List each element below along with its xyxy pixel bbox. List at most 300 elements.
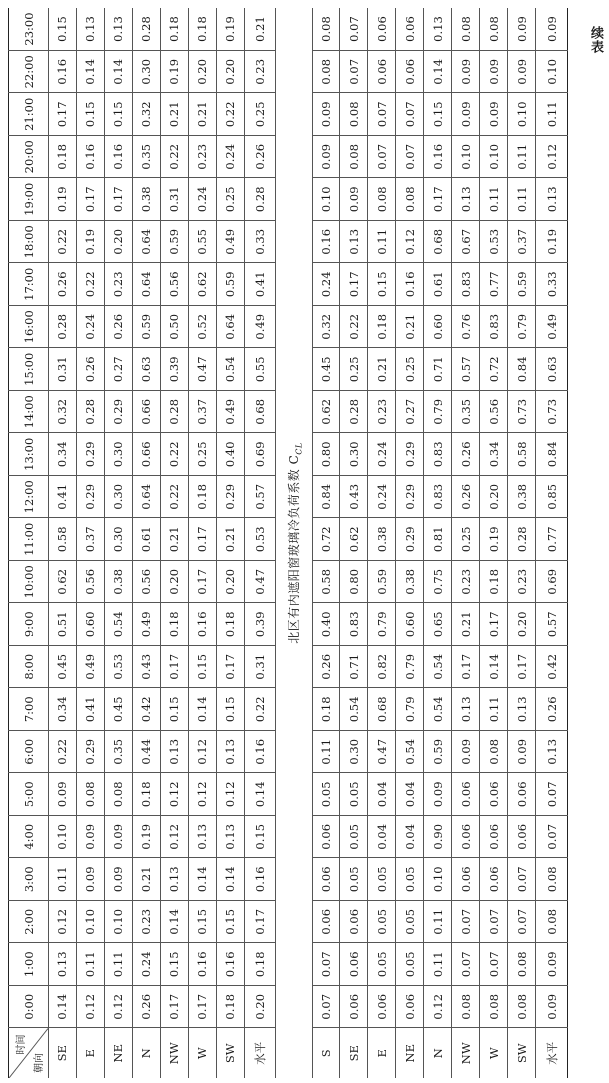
coefficient-cell: 0.26 [132,986,160,1029]
section-title-row [276,8,312,1078]
corner-orientation-label: 朝向 [34,1053,45,1073]
coefficient-cell: 0.32 [132,93,160,136]
coefficient-cell: 0.54 [340,688,368,731]
coefficient-cell: 0.07 [368,136,396,179]
coefficient-cell: 0.15 [160,688,188,731]
hour-header: 3:00 [9,858,49,901]
coefficient-cell: 0.41 [76,688,104,731]
coefficient-cell: 0.60 [424,306,452,349]
coefficient-cell: 0.83 [424,433,452,476]
hour-header: 22:00 [9,51,49,94]
coefficient-cell: 0.71 [340,646,368,689]
orientation-cell: W [188,1028,216,1078]
table-row [216,8,244,1078]
coefficient-cell: 0.17 [188,986,216,1029]
coefficient-cell: 0.35 [104,731,132,774]
coefficient-cell: 0.28 [132,8,160,51]
coefficient-cell: 0.13 [452,688,480,731]
coefficient-cell: 0.06 [340,986,368,1029]
coefficient-cell: 0.13 [216,816,244,859]
coefficient-cell: 0.10 [452,136,480,179]
coefficient-cell: 0.12 [216,773,244,816]
coefficient-cell: 0.26 [452,433,480,476]
coefficient-cell: 0.28 [49,306,77,349]
coefficient-cell: 0.06 [508,773,536,816]
coefficient-cell: 0.08 [452,986,480,1029]
coefficient-cell: 0.08 [312,8,340,51]
coefficient-cell: 0.17 [216,646,244,689]
coefficient-cell: 0.26 [244,136,276,179]
coefficient-cell: 0.20 [508,603,536,646]
coefficient-cell: 0.09 [340,178,368,221]
coefficient-cell: 0.12 [160,773,188,816]
coefficient-cell: 0.05 [368,943,396,986]
coefficient-cell: 0.21 [160,518,188,561]
coefficient-cell: 0.16 [188,603,216,646]
coefficient-cell: 0.14 [188,688,216,731]
coefficient-cell: 0.04 [368,773,396,816]
coefficient-cell: 0.11 [424,943,452,986]
coefficient-cell: 0.17 [424,178,452,221]
coefficient-cell: 0.22 [49,221,77,264]
coefficient-cell: 0.18 [244,943,276,986]
coefficient-cell: 0.21 [368,348,396,391]
coefficient-cell: 0.22 [160,476,188,519]
coefficient-cell: 0.41 [49,476,77,519]
section-title-subscript: CL [294,442,304,455]
coefficient-cell: 0.16 [216,943,244,986]
hour-header: 19:00 [9,178,49,221]
coefficient-cell: 0.08 [480,986,508,1029]
hour-header: 4:00 [9,816,49,859]
coefficient-cell: 0.10 [424,858,452,901]
coefficient-cell: 0.08 [104,773,132,816]
coefficient-cell: 0.28 [160,391,188,434]
coefficient-cell: 0.57 [452,348,480,391]
corner-time-label: 时间 [16,1034,27,1055]
coefficient-cell: 0.07 [340,8,368,51]
coefficient-cell: 0.08 [452,8,480,51]
coefficient-cell: 0.73 [536,391,568,434]
orientation-cell: SE [340,1028,368,1078]
coefficient-cell: 0.19 [49,178,77,221]
coefficient-cell: 0.16 [312,221,340,264]
coefficient-cell: 0.20 [216,561,244,604]
coefficient-cell: 0.55 [188,221,216,264]
coefficient-cell: 0.09 [508,8,536,51]
coefficient-cell: 0.30 [104,433,132,476]
coefficient-cell: 0.25 [396,348,424,391]
coefficient-cell: 0.64 [132,221,160,264]
coefficient-cell: 0.62 [340,518,368,561]
coefficient-cell: 0.14 [424,51,452,94]
coefficient-cell: 0.30 [104,476,132,519]
coefficient-cell: 0.76 [452,306,480,349]
orientation-cell: E [368,1028,396,1078]
coefficient-cell: 0.31 [244,646,276,689]
coefficient-cell: 0.45 [104,688,132,731]
coefficient-cell: 0.09 [76,858,104,901]
coefficient-cell: 0.17 [76,178,104,221]
coefficient-cell: 0.09 [76,816,104,859]
coefficient-cell: 0.49 [244,306,276,349]
coefficient-cell: 0.13 [508,688,536,731]
coefficient-cell: 0.17 [160,986,188,1029]
coefficient-cell: 0.18 [216,986,244,1029]
coefficient-cell: 0.07 [312,943,340,986]
coefficient-cell: 0.21 [188,93,216,136]
coefficient-cell: 0.08 [480,8,508,51]
coefficient-cell: 0.07 [396,136,424,179]
coefficient-cell: 0.09 [104,858,132,901]
coefficient-cell: 0.44 [132,731,160,774]
coefficient-cell: 0.17 [480,603,508,646]
coefficient-cell: 0.20 [216,51,244,94]
coefficient-cell: 0.09 [452,51,480,94]
coefficient-cell: 0.31 [49,348,77,391]
coefficient-cell: 0.28 [76,391,104,434]
coefficient-cell: 0.20 [244,986,276,1029]
coefficient-cell: 0.18 [160,8,188,51]
coefficient-cell: 0.24 [368,433,396,476]
coefficient-cell: 0.83 [480,306,508,349]
table-row [188,8,216,1078]
coefficient-cell: 0.34 [480,433,508,476]
coefficient-cell: 0.71 [424,348,452,391]
coefficient-cell: 0.05 [368,901,396,944]
coefficient-cell: 0.24 [368,476,396,519]
coefficient-cell: 0.10 [312,178,340,221]
coefficient-cell: 0.06 [480,816,508,859]
coefficient-cell: 0.11 [508,136,536,179]
section-title-text: 北区有内遮阳窗玻璃冷负荷系数 C [286,454,301,644]
coefficient-cell: 0.10 [104,901,132,944]
coefficient-cell: 0.23 [104,263,132,306]
coefficient-cell: 0.30 [340,433,368,476]
coefficient-cell: 0.05 [396,943,424,986]
coefficient-cell: 0.49 [132,603,160,646]
coefficient-cell: 0.57 [244,476,276,519]
coefficient-cell: 0.05 [396,901,424,944]
coefficient-cell: 0.56 [160,263,188,306]
coefficient-cell: 0.06 [508,816,536,859]
coefficient-cell: 0.54 [424,688,452,731]
coefficient-cell: 0.26 [312,646,340,689]
coefficient-cell: 0.15 [244,816,276,859]
coefficient-cell: 0.57 [536,603,568,646]
coefficient-cell: 0.49 [76,646,104,689]
coefficient-cell: 0.23 [508,561,536,604]
coefficient-cell: 0.40 [312,603,340,646]
coefficient-cell: 0.06 [368,986,396,1029]
coefficient-cell: 0.62 [49,561,77,604]
coefficient-cell: 0.23 [452,561,480,604]
coefficient-cell: 0.23 [132,901,160,944]
coefficient-cell: 0.83 [424,476,452,519]
coefficient-cell: 0.54 [396,731,424,774]
coefficient-cell: 0.58 [49,518,77,561]
coefficient-cell: 0.17 [104,178,132,221]
rotated-table-container [8,8,568,1078]
coefficient-cell: 0.66 [132,391,160,434]
hour-header: 12:00 [9,476,49,519]
coefficient-cell: 0.83 [452,263,480,306]
coefficient-cell: 0.49 [216,391,244,434]
coefficient-cell: 0.11 [536,93,568,136]
coefficient-cell: 0.64 [216,306,244,349]
coefficient-cell: 0.30 [104,518,132,561]
coefficient-cell: 0.17 [452,646,480,689]
coefficient-cell: 0.59 [508,263,536,306]
coefficient-cell: 0.53 [104,646,132,689]
coefficient-cell: 0.09 [536,986,568,1029]
coefficient-cell: 0.04 [396,773,424,816]
coefficient-cell: 0.83 [340,603,368,646]
coefficient-cell: 0.29 [216,476,244,519]
coefficient-cell: 0.06 [368,51,396,94]
coefficient-cell: 0.13 [424,8,452,51]
hour-header: 5:00 [9,773,49,816]
coefficient-cell: 0.34 [49,433,77,476]
coefficient-cell: 0.11 [49,858,77,901]
table-row [368,8,396,1078]
hour-header: 9:00 [9,603,49,646]
coefficient-cell: 0.38 [132,178,160,221]
hour-header: 21:00 [9,93,49,136]
hour-header: 18:00 [9,221,49,264]
coefficient-cell: 0.05 [368,858,396,901]
coefficient-cell: 0.33 [536,263,568,306]
coefficient-cell: 0.13 [536,731,568,774]
coefficient-cell: 0.69 [244,433,276,476]
coefficient-cell: 0.06 [396,8,424,51]
coefficient-cell: 0.06 [452,858,480,901]
coefficient-cell: 0.07 [508,858,536,901]
coefficient-cell: 0.05 [396,858,424,901]
coefficient-cell: 0.25 [340,348,368,391]
coefficient-cell: 0.79 [396,646,424,689]
coefficient-cell: 0.12 [536,136,568,179]
coefficient-cell: 0.37 [76,518,104,561]
coefficient-cell: 0.08 [396,178,424,221]
coefficient-cell: 0.06 [340,901,368,944]
coefficient-cell: 0.08 [76,773,104,816]
coefficient-cell: 0.06 [312,858,340,901]
coefficient-cell: 0.35 [452,391,480,434]
coefficient-cell: 0.24 [188,178,216,221]
coefficient-cell: 0.08 [340,93,368,136]
header-row [9,8,49,1078]
coefficient-cell: 0.49 [216,221,244,264]
coefficient-cell: 0.16 [396,263,424,306]
coefficient-cell: 0.15 [76,93,104,136]
coefficient-cell: 0.09 [104,816,132,859]
coefficient-cell: 0.16 [104,136,132,179]
coefficient-cell: 0.11 [508,178,536,221]
coefficient-cell: 0.12 [160,816,188,859]
coefficient-cell: 0.54 [216,348,244,391]
coefficient-cell: 0.13 [160,858,188,901]
coefficient-cell: 0.38 [508,476,536,519]
coefficient-cell: 0.32 [49,391,77,434]
coefficient-cell: 0.19 [216,8,244,51]
coefficient-cell: 0.54 [104,603,132,646]
orientation-cell: SW [508,1028,536,1078]
coefficient-cell: 0.29 [396,476,424,519]
coefficient-cell: 0.45 [312,348,340,391]
orientation-cell: NE [396,1028,424,1078]
coefficient-cell: 0.11 [368,221,396,264]
hour-header: 10:00 [9,561,49,604]
coefficient-cell: 0.43 [340,476,368,519]
coefficient-cell: 0.12 [188,773,216,816]
coefficient-cell: 0.64 [132,263,160,306]
coefficient-cell: 0.13 [160,731,188,774]
coefficient-cell: 0.80 [312,433,340,476]
coefficient-cell: 0.61 [132,518,160,561]
coefficient-cell: 0.21 [452,603,480,646]
coefficient-cell: 0.22 [160,433,188,476]
coefficient-cell: 0.07 [536,816,568,859]
hour-header: 7:00 [9,688,49,731]
coefficient-cell: 0.73 [508,391,536,434]
hour-header: 6:00 [9,731,49,774]
coefficient-cell: 0.10 [508,93,536,136]
coefficient-cell: 0.19 [536,221,568,264]
coefficient-cell: 0.26 [49,263,77,306]
coefficient-cell: 0.25 [216,178,244,221]
table-row [452,8,480,1078]
coefficient-cell: 0.06 [480,858,508,901]
coefficient-cell: 0.62 [188,263,216,306]
coefficient-cell: 0.17 [508,646,536,689]
coefficient-cell: 0.17 [49,93,77,136]
coefficient-cell: 0.59 [424,731,452,774]
coefficient-cell: 0.22 [340,306,368,349]
coefficient-cell: 0.85 [536,476,568,519]
coefficient-cell: 0.18 [188,476,216,519]
coefficient-cell: 0.43 [132,646,160,689]
cooling-load-coefficient-table [8,8,568,1078]
coefficient-cell: 0.07 [396,93,424,136]
coefficient-cell: 0.23 [188,136,216,179]
coefficient-cell: 0.29 [76,433,104,476]
coefficient-cell: 0.29 [76,476,104,519]
orientation-cell: 水平 [244,1028,276,1078]
table-row [244,8,276,1078]
orientation-cell: NW [160,1028,188,1078]
coefficient-cell: 0.19 [160,51,188,94]
coefficient-cell: 0.15 [188,901,216,944]
coefficient-cell: 0.37 [188,391,216,434]
coefficient-cell: 0.19 [480,518,508,561]
table-row [76,8,104,1078]
coefficient-cell: 0.13 [536,178,568,221]
coefficient-cell: 0.58 [508,433,536,476]
coefficient-cell: 0.14 [188,858,216,901]
coefficient-cell: 0.22 [216,93,244,136]
coefficient-cell: 0.59 [160,221,188,264]
coefficient-cell: 0.22 [160,136,188,179]
coefficient-cell: 0.25 [452,518,480,561]
coefficient-cell: 0.59 [132,306,160,349]
coefficient-cell: 0.29 [104,391,132,434]
orientation-cell: SW [216,1028,244,1078]
coefficient-cell: 0.63 [536,348,568,391]
coefficient-cell: 0.29 [396,518,424,561]
coefficient-cell: 0.09 [536,8,568,51]
coefficient-cell: 0.11 [424,901,452,944]
coefficient-cell: 0.06 [312,816,340,859]
coefficient-cell: 0.47 [244,561,276,604]
coefficient-cell: 0.09 [49,773,77,816]
hour-header: 13:00 [9,433,49,476]
coefficient-cell: 0.18 [216,603,244,646]
coefficient-cell: 0.09 [508,731,536,774]
coefficient-cell: 0.09 [452,731,480,774]
coefficient-cell: 0.18 [132,773,160,816]
coefficient-cell: 0.22 [76,263,104,306]
coefficient-cell: 0.80 [340,561,368,604]
coefficient-cell: 0.47 [188,348,216,391]
coefficient-cell: 0.56 [132,561,160,604]
coefficient-cell: 0.27 [396,391,424,434]
coefficient-cell: 0.08 [340,136,368,179]
coefficient-cell: 0.11 [76,943,104,986]
coefficient-cell: 0.10 [49,816,77,859]
coefficient-cell: 0.50 [160,306,188,349]
hour-header: 17:00 [9,263,49,306]
coefficient-cell: 0.61 [424,263,452,306]
hour-header: 0:00 [9,986,49,1029]
coefficient-cell: 0.06 [340,943,368,986]
coefficient-cell: 0.25 [188,433,216,476]
hour-header: 1:00 [9,943,49,986]
coefficient-cell: 0.13 [216,731,244,774]
coefficient-cell: 0.17 [188,561,216,604]
coefficient-cell: 0.31 [160,178,188,221]
coefficient-cell: 0.07 [340,51,368,94]
coefficient-cell: 0.07 [480,943,508,986]
coefficient-cell: 0.41 [244,263,276,306]
coefficient-cell: 0.14 [244,773,276,816]
orientation-cell: W [480,1028,508,1078]
coefficient-cell: 0.24 [132,943,160,986]
coefficient-cell: 0.30 [132,51,160,94]
coefficient-cell: 0.47 [368,731,396,774]
coefficient-cell: 0.06 [452,816,480,859]
coefficient-cell: 0.59 [216,263,244,306]
coefficient-cell: 0.60 [76,603,104,646]
coefficient-cell: 0.15 [216,901,244,944]
coefficient-cell: 0.15 [188,646,216,689]
coefficient-cell: 0.75 [424,561,452,604]
coefficient-cell: 0.10 [480,136,508,179]
coefficient-cell: 0.24 [216,136,244,179]
coefficient-cell: 0.09 [508,51,536,94]
coefficient-cell: 0.06 [312,901,340,944]
coefficient-cell: 0.15 [49,8,77,51]
coefficient-cell: 0.06 [480,773,508,816]
coefficient-cell: 0.79 [368,603,396,646]
coefficient-cell: 0.07 [452,943,480,986]
coefficient-cell: 0.28 [244,178,276,221]
coefficient-cell: 0.21 [216,518,244,561]
coefficient-cell: 0.19 [132,816,160,859]
hour-header: 2:00 [9,901,49,944]
coefficient-cell: 0.66 [132,433,160,476]
table-row [132,8,160,1078]
